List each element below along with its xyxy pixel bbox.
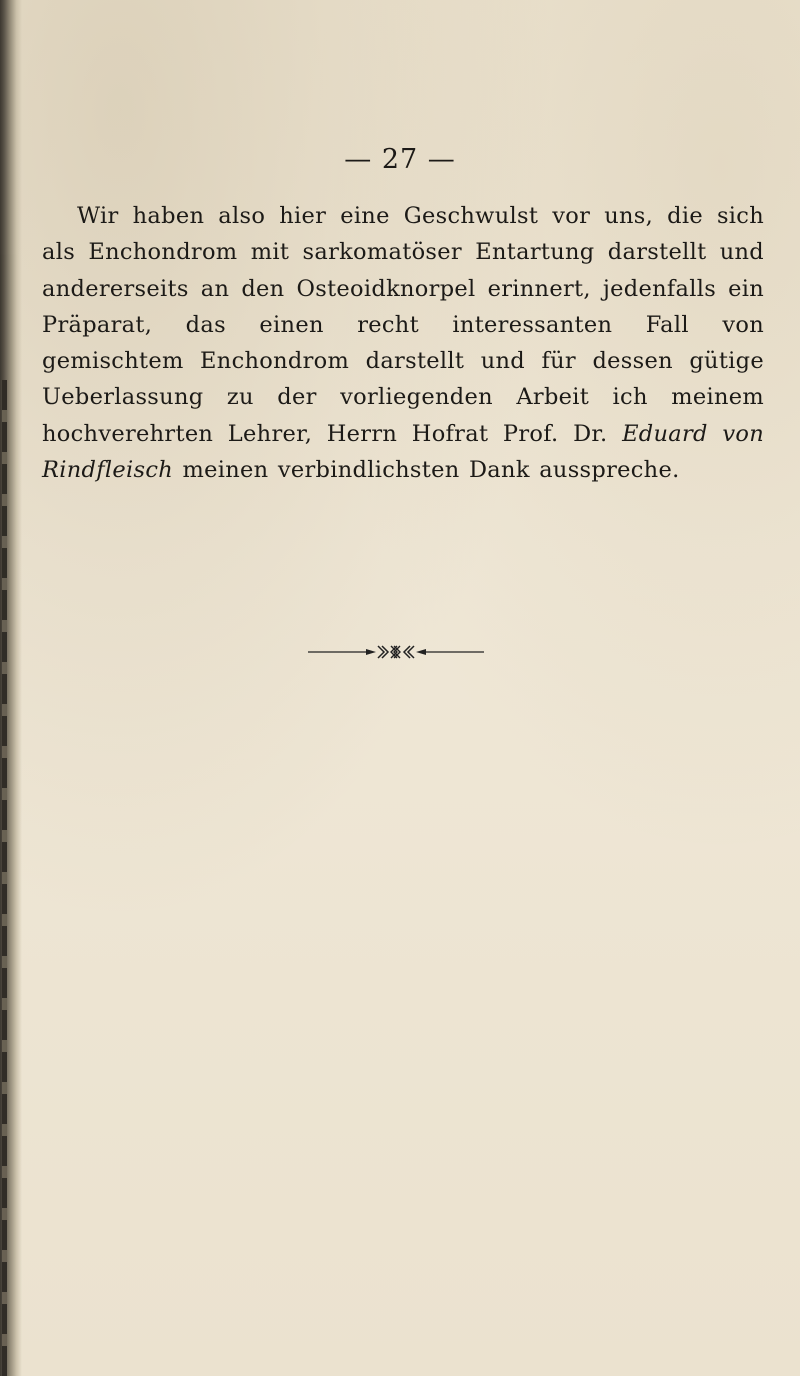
page-number: — 27 —: [344, 144, 456, 175]
person-name-italic: Eduard von Rindfleisch: [42, 420, 764, 484]
paragraph-text-start: Wir haben also hier eine Geschwulst vor uns, die sich als Enchondrom mit sarkomatöser Entartung darstellt und andererseits an den Osteoidknorpel erinnert, jedenfalls ein Präparat, das einen recht interessanten Fall von gemischtem Enchondrom darstellt und für dessen gütige Ueberlassung zu der vorliegenden Arbeit ich meinem hochverehrten Lehrer, Herrn Hofrat Prof. Dr.: [42, 203, 764, 447]
body-paragraph: [42, 198, 764, 488]
paragraph-text-end: meinen verbindlichsten Dank ausspreche.: [173, 457, 680, 484]
book-binding-edge: [0, 0, 22, 1376]
section-end-ornament-icon: [308, 642, 484, 662]
